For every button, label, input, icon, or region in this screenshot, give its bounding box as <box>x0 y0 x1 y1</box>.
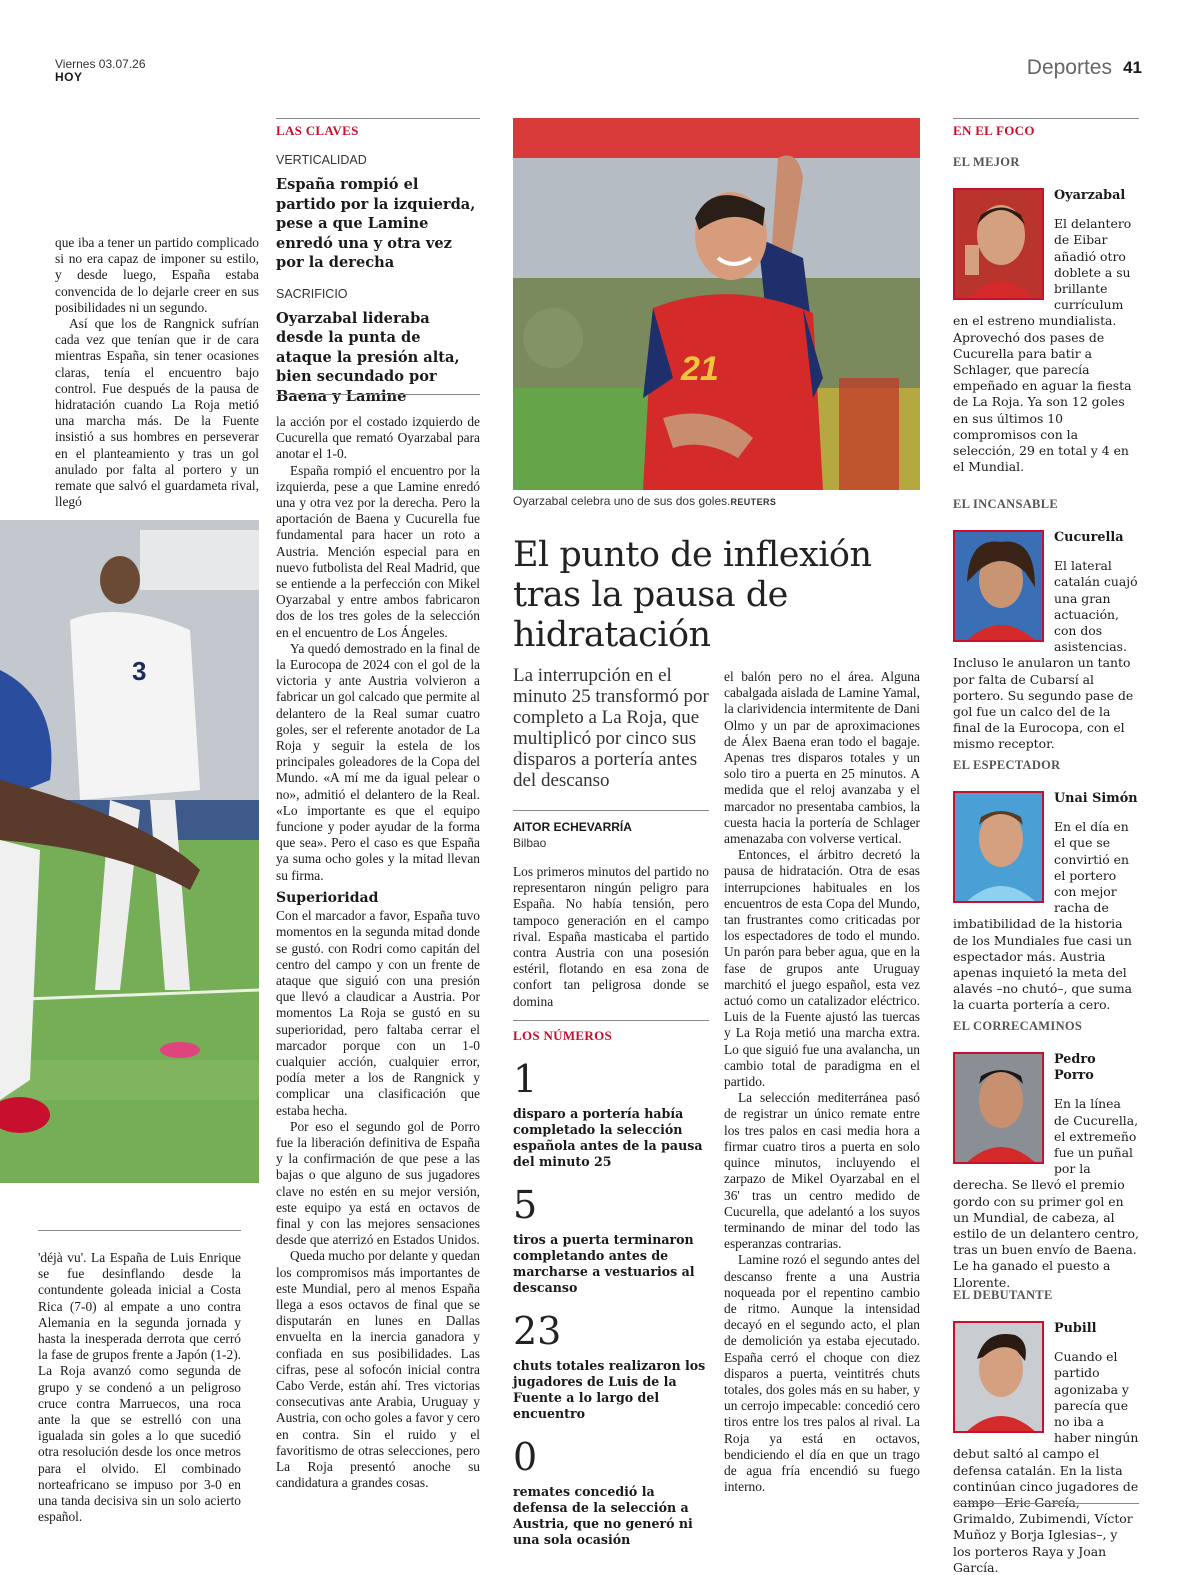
claves-kicker: LAS CLAVES <box>276 123 359 138</box>
foco-category: EL INCANSABLE <box>953 497 1058 511</box>
main-photo <box>513 118 920 490</box>
foco-category: EL CORRECAMINOS <box>953 1019 1083 1033</box>
numero-desc: tiros a puerta terminaron completando antes de marcharse a vestuarios al descanso <box>513 1232 695 1295</box>
numero-desc: chuts totales realizaron los jugadores de Luis de la Fuente a lo largo del encuentro <box>513 1358 706 1421</box>
caption-text: Oyarzabal celebra uno de sus dos goles. <box>513 494 731 508</box>
claves-label: VERTICALIDAD <box>276 153 367 167</box>
col2-text <box>276 414 480 1491</box>
col1-top-text <box>55 235 259 510</box>
byline-place: Bilbao <box>513 836 547 850</box>
numero-value: 0 <box>513 1435 538 1479</box>
caption-credit: REUTERS <box>730 497 777 507</box>
header-section: Deportes <box>1026 56 1112 79</box>
claves-text: Oyarzabal lideraba desde la punta de ataque la presión alta, bien secundado por Baena y Lamine <box>276 309 460 405</box>
numero-value: 1 <box>513 1057 538 1101</box>
shirt-number-left: 3 <box>132 656 147 686</box>
player-portrait <box>953 791 1044 903</box>
article-paragraph: el balón pero no el área. Alguna cabalgada aislada de Lamine Yamal, la clarividencia intermitente de Dani Olmo y un par de aproximaciones de Álex Baena eran todo el bagaje. Apenas tres disparos totales y un solo tiro a puerta en 25 minutos. A medida que el reloj avanzaba y el marcador no presentaba cambios, la cuesta hacia la portería de Schlager amenazaba con volverse vertical. <box>724 669 920 847</box>
photo-caption <box>513 494 920 508</box>
foco-name: Cucurella <box>1054 530 1124 545</box>
foco-box <box>953 118 1139 1575</box>
player-portrait <box>953 188 1044 300</box>
page-number: 41 <box>1123 58 1142 77</box>
col1-bottom-text <box>38 1250 241 1525</box>
foco-name: Pubill <box>1054 1321 1097 1336</box>
player-portrait <box>953 530 1044 642</box>
foco-text: En la línea de Cucurella, el extremeño fue un puñal por la derecha. Se llevó el premio gordo con su primer gol en un Mundial, de cabeza, al estilo de un delantero centro, tras un buen envío de Baena. Le ha ganado el puesto a Llorente. <box>953 1096 1139 1290</box>
col2-paragraph: Ya quedó demostrado en la final de la Eurocopa de 2024 con el gol de la victoria y ante Austria volvieron a fabricar un gol calcado que permite al delantero de la Real sumar cuatro goles, ser el referente anotador de La Roja y seguir la estela de los principales goleadores de la Copa del Mundo. «A mí me da igual pelear o no», admitió el delantero de la Real. «Lo importante es que el equipo funcione y poder ayudar de la forma que sea». Pero el caso es que España ya suma ocho goles y la mitad llevan su firma. <box>276 640 480 883</box>
col2-paragraph: la acción por el costado izquierdo de Cucurella que remató Oyarzabal para anotar el 1-0. <box>276 414 480 462</box>
claves-label: SACRIFICIO <box>276 286 348 301</box>
article-col4 <box>724 669 920 1495</box>
foco-name: Pedro Porro <box>1054 1052 1096 1084</box>
foco-text: El lateral catalán cuajó una gran actuación, con dos asistencias. Incluso le anularon un tanto por falta de Cubarsí al portero. Su segundo pase de gol fue un calco del de la final de la Eurocopa, con el mismo receptor. <box>953 558 1138 752</box>
player-portrait <box>953 1321 1044 1433</box>
foco-entry <box>953 188 1139 481</box>
header-date: Viernes 03.07.26 <box>55 57 146 71</box>
column-divider <box>276 394 480 395</box>
foco-category: EL MEJOR <box>953 155 1020 169</box>
foco-entry <box>953 1052 1139 1290</box>
column-divider <box>38 1230 241 1231</box>
numero-desc: remates concedió la defensa de la selección a Austria, que no generó ni una sola ocasión <box>513 1484 693 1547</box>
numeros-divider <box>513 1020 709 1021</box>
byline-author: AITOR ECHEVARRÍA <box>513 820 632 834</box>
player-photo-left <box>0 520 259 1183</box>
claves-box <box>276 118 480 406</box>
article-paragraph: La selección mediterránea pasó de registrar un único remate entre los tres palos en casi media hora a firmar cuatro tiros a puerta en solo quince minutos, incluyendo el zarpazo de Mikel Oyarzabal en el 36' tras un centro medido de Cucurella, que adelantó a los suyos terminando de minar del todo las esperanzas contrarias. <box>724 1090 920 1252</box>
numero-value: 23 <box>513 1309 562 1353</box>
byline-divider <box>513 810 709 811</box>
foco-category: EL DEBUTANTE <box>953 1288 1053 1302</box>
foco-text: En el día en el que se convirtió en el portero con mejor racha de imbatibilidad de la historia de los Mundiales fue casi un espectador más. Austria apenas inquietó la meta del alavés –no chutó–, que suma la cuarta portería a cero. <box>953 819 1133 1013</box>
article-paragraph: Lamine rozó el segundo antes del descanso frente a una Austria noqueada por el repentino cambio de ritmo. Aunque la intensidad decayó en el segundo acto, el plan de demolición ya estaba ejecutado. España cerró el choque con diez disparos a puerta, veintitrés chuts totales, dos goles más en su haber, y un cerrojo impecable: concedió cero tiros entre los tres palos al rival. La Roja ya está en octavos, bendiciendo el día en que un trago de agua fría encendió su fuego interno. <box>724 1252 920 1495</box>
article-col3 <box>513 864 709 1010</box>
numero-desc: disparo a portería había completado la selección española antes de la pausa del minuto 25 <box>513 1106 703 1169</box>
foco-entry <box>953 1321 1139 1575</box>
headline: El punto de inflexión tras la pausa de hidratación <box>513 535 872 655</box>
article-paragraph: Los primeros minutos del partido no representaron ningún peligro para España. No había tensión, pero tampoco generación en el campo rival. España masticaba el partido contra Austria con una posesión estéril, flotando en esa zona de confort tan peligrosa donde se domina <box>513 864 709 1009</box>
col1-paragraph: 'déjà vu'. La España de Luis Enrique se fue desinflando desde la contundente goleada inicial a Costa Rica (7-0) al empate a uno contra Alemania en la segunda jornada y hasta la inesperada derrota que cerró la fase de grupos frente a Japón (1-2). La Roja avanzó como segunda de grupo y se condenó a un peligroso cruce contra Marruecos, una roca ante la que se estrelló con una igualada sin goles a lo que sucedió otra resolución desde los once metros para el olvido. El combinado norteafricano se impuso por 3-0 en una tanda decisiva sin un solo acierto español. <box>38 1250 241 1525</box>
foco-text: Cuando el partido agonizaba y parecía que no iba a haber ningún debut saltó al campo el defensa catalán. En la lista continúan cinco jugadores de campo –Eric García, Grimaldo, Zubimendi, Víctor Muñoz y Borja Iglesias–, y los porteros Raya y Joan García. <box>953 1349 1139 1575</box>
numeros-kicker: LOS NÚMEROS <box>513 1028 613 1043</box>
foco-entry <box>953 530 1139 752</box>
col2-paragraph: Con el marcador a favor, España tuvo momentos en la segunda mitad donde se gustó. con Rodri como capitán del centro del campo y con un frente de ataque que siguió con una presión que llevó a claudicar a Austria. Por momentos La Roja se gustó en su superioridad, pero faltaba cerrar el marcador porque con un 1-0 cualquier acción, cualquier error, podía meter a los de Rangnick y complicar una clasificación que estaba hecha. <box>276 908 480 1118</box>
numeros-box <box>513 1024 709 1548</box>
col1-paragraph: Así que los de Rangnick sufrían cada vez que tenían que ir de cara mientras España, sin tener ocasiones claras, tenía el encuentro bajo control. Fue después de la pausa de hidratación cuando La Roja metió una marcha más. De la Fuente insistió a sus hombres en perseverar en el planteamiento y tras un gol anulado por falta al portero y un remate que salvó el guardameta rival, llegó <box>55 316 259 510</box>
foco-category: EL ESPECTADOR <box>953 758 1061 772</box>
foco-text: El delantero de Eibar añadió otro doblete a su brillante currículum en el estreno mundialista. Aprovechó dos pases de Cucurella para batir a Schlager, que parecía empeñado en aguar la fiesta de La Roja. Ya son 12 goles en sus últimos 10 compromisos con la selección, 29 en total y 4 en el Mundial. <box>953 216 1132 475</box>
foco-entry <box>953 791 1139 1013</box>
foco-name: Oyarzabal <box>1054 188 1126 203</box>
player-portrait <box>953 1052 1044 1164</box>
numero-value: 5 <box>513 1183 538 1227</box>
header-publication: HOY <box>55 70 83 84</box>
shirt-number-main: 21 <box>681 350 719 388</box>
col1-paragraph: que iba a tener un partido complicado si no era capaz de imponer su estilo, y desde luego, España estaba convencida de lo dejarle creer en sus posibilidades ni un segundo. <box>55 235 259 315</box>
standfirst: La interrupción en el minuto 25 transformó por completo a La Roja, que multiplicó por cinco sus disparos a portería antes del descanso <box>513 665 709 791</box>
article-paragraph: Entonces, el árbitro decretó la pausa de hidratación. Otra de esas interrupciones habituales en los encuentros de esta Copa del Mundo, tan frustrantes como criticadas por los espectadores de todo el mundo. Un parón para beber agua, que en la fase de grupos ante Uruguay marchitó el juego español, esta vez actuó como un catalizador eléctrico. Luis de la Fuente ajustó las tuercas y La Roja metió una marcha extra. Lo que siguió fue una avalancha, un cambio total de paradigma en el partido. <box>724 847 920 1090</box>
col2-paragraph: España rompió el encuentro por la izquierda, pese a que Lamine enredó una y otra vez por la derecha. Pero la aportación de Baena y Cucurella fue fundamental para hacer un roto a Austria. Mención especial para en nuevo futbolista del Real Madrid, que se entiende a la perfección con Mikel Oyarzabal y entre ambos fabricaron dos de los tres goles de la selección en el encuentro de Los Ángeles. <box>276 462 480 640</box>
foco-bottom-divider <box>953 1503 1139 1504</box>
match-action-photo <box>0 520 259 1183</box>
celebration-photo <box>513 118 920 490</box>
col2-paragraph: Por eso el segundo gol de Porro fue la liberación definitiva de España y la confirmación de que pese a las bajas o que alguno de sus jugadores clave no estén en su mejor versión, este equipo ya está en octavos de final y con las mejores sensaciones desde que aterrizó en Estados Unidos. <box>276 1118 480 1248</box>
subhead: Superioridad <box>276 889 379 906</box>
claves-text: España rompió el partido por la izquierda, pese a que Lamine enredó una y otra vez por la derecha <box>276 176 476 271</box>
col2-paragraph: Queda mucho por delante y quedan los compromisos más importantes de este Mundial, pero al menos España llega a esos octavos de final que se disputarán en lunes en Dallas envuelta en la inercia ganadora y confiada en sus posibilidades. Las cifras, pese al sofocón inicial contra Cabo Verde, están ahí. Tres victorias consecutivas ante Arabia, Uruguay y Austria, con ocho goles a favor y cero en contra. Sin el ruido y el favoritismo de otras selecciones, pero La Roja presentó anoche su candidatura a grandes cosas. <box>276 1248 481 1491</box>
foco-kicker: EN EL FOCO <box>953 123 1035 138</box>
foco-name: Unai Simón <box>1054 791 1138 806</box>
